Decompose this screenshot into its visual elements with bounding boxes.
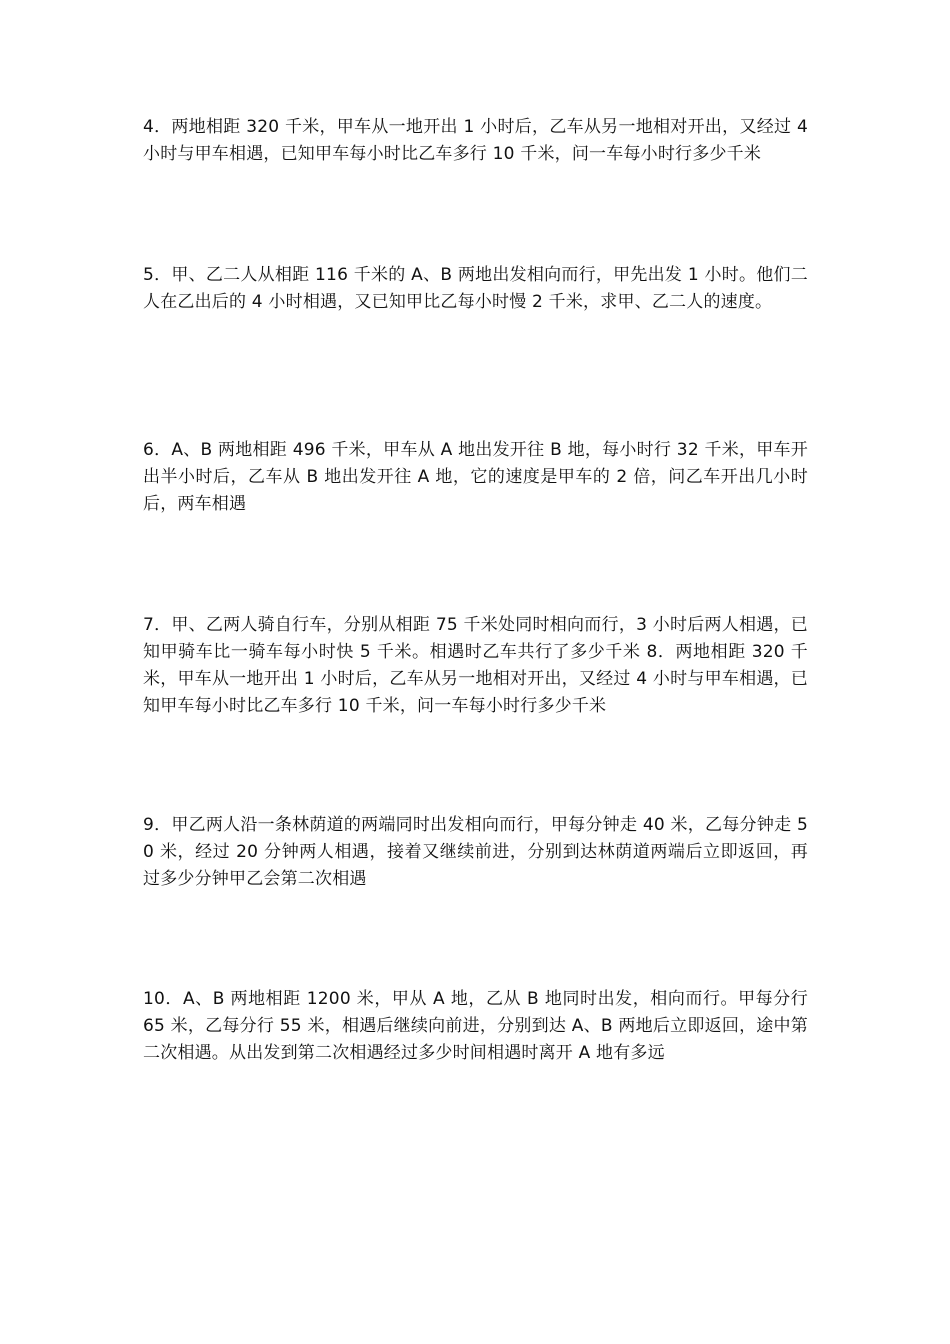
problem-4: 4．两地相距 320 千米，甲车从一地开出 1 小时后，乙车从另一地相对开出，又经过 4 小时与甲车相遇，已知甲车每小时比乙车多行 10 千米，问一车每小时行多少千米: [143, 117, 808, 164]
problem-5: 5．甲、乙二人从相距 116 千米的 A、B 两地出发相向而行，甲先出发 1 小时。他们二人在乙出后的 4 小时相遇，又已知甲比乙每小时慢 2 千米，求甲、乙二人的速度。: [143, 265, 808, 312]
problem-6: 6．A、B 两地相距 496 千米，甲车从 A 地出发开往 B 地，每小时行 32 千米，甲车开出半小时后，乙车从 B 地出发开往 A 地，它的速度是甲车的 2 倍，问乙车开出几小时后，两车相遇: [143, 440, 808, 514]
problem-9: 9．甲乙两人沿一条林荫道的两端同时出发相向而行，甲每分钟走 40 米，乙每分钟走 50 米，经过 20 分钟两人相遇，接着又继续前进，分别到达林荫道两端后立即返回，再过多少分钟甲乙会第二次相遇: [143, 815, 808, 889]
problem-7: 7．甲、乙两人骑自行车，分别从相距 75 千米处同时相向而行，3 小时后两人相遇，已知甲骑车比一骑车每小时快 5 千米。相遇时乙车共行了多少千米 8．两地相距 320 千米，甲车从一地开出 1 小时后，乙车从另一地相对开出，又经过 4 小时与甲车相遇，已知甲车每小时比乙车多行 10 千米，问一车每小时行多少千米: [143, 615, 808, 716]
problem-10: 10．A、B 两地相距 1200 米，甲从 A 地，乙从 B 地同时出发，相向而行。甲每分行 65 米，乙每分行 55 米，相遇后继续向前进，分别到达 A、B 两地后立即返回，途中第二次相遇。从出发到第二次相遇经过多少时间相遇时离开 A 地有多远: [143, 989, 808, 1063]
